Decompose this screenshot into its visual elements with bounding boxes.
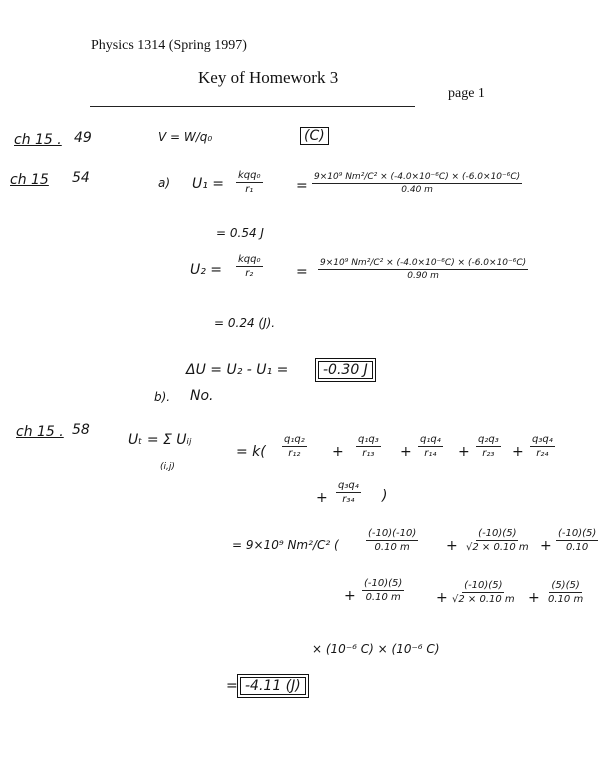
p2-part-a-label: a) [158, 176, 171, 190]
p3-term-1-num: q₁q₂ [284, 434, 305, 445]
p3-term-2 [356, 434, 381, 459]
p3-constant-line: = 9×10⁹ Nm²/C² ( [232, 538, 339, 552]
p3-term-6-num: q₃q₄ [338, 480, 359, 491]
p3-num-term-6-den: 0.10 m [548, 594, 584, 605]
p3-num-term-3-num: (-10)(5) [558, 528, 597, 539]
p3-term-1-den: r₁₂ [288, 448, 301, 459]
p1-number: 49 [74, 130, 92, 146]
header-divider [90, 106, 415, 107]
p3-num-term-1-den: 0.10 m [374, 542, 410, 553]
p3-term-5 [530, 434, 555, 459]
p3-plus-5: + [316, 490, 328, 506]
p3-final-answer: -4.11 (J) [240, 677, 306, 695]
p3-term-2-den: r₁₃ [362, 448, 375, 459]
p2-u1-formula-den: r₁ [245, 184, 254, 195]
p3-scale-line: × (10⁻⁶ C) × (10⁻⁶ C) [312, 642, 440, 656]
p3-plus-1: + [332, 444, 344, 460]
p1-answer: (C) [300, 127, 329, 145]
p3-term-5-den: r₂₄ [536, 448, 549, 459]
p2-u2-eq: = [296, 264, 308, 280]
p3-term-5-num: q₃q₄ [532, 434, 553, 445]
p3-term-1 [282, 434, 307, 459]
p3-sum-subscript: (i,j) [160, 462, 175, 472]
p3-num-term-3-den: 0.10 [566, 542, 589, 553]
p3-plus-2: + [400, 444, 412, 460]
p2-u1-sub-den: 0.40 m [401, 185, 433, 195]
p2-u2-formula [236, 254, 263, 279]
p3-term-3-den: r₁₄ [424, 448, 437, 459]
p2-u2-formula-den: r₂ [245, 268, 254, 279]
p3-num-term-4 [362, 578, 404, 603]
p3-num-term-5 [452, 580, 515, 605]
p3-term-6-den: r₃₄ [342, 494, 355, 505]
p3-plus-4: + [512, 444, 524, 460]
p2-u2-lhs: U₂ = [190, 262, 223, 278]
p2-u1-eq: = [296, 178, 308, 194]
p2-u1-formula [236, 170, 263, 195]
p2-u1-result: = 0.54 J [216, 226, 264, 240]
p3-plus-7: + [540, 538, 552, 554]
p2-delta-u-wrap [318, 362, 373, 378]
p3-plus-3: + [458, 444, 470, 460]
p3-num-term-2-den: √2 × 0.10 m [466, 542, 529, 553]
p3-chapter: ch 15 . [16, 424, 64, 440]
p3-plus-6: + [446, 538, 458, 554]
p2-u2-sub-num: 9×10⁹ Nm²/C² × (-4.0×10⁻⁶C) × (-6.0×10⁻⁶C) [320, 258, 527, 268]
p3-term-2-num: q₁q₃ [358, 434, 379, 445]
course-heading: Physics 1314 (Spring 1997) [91, 38, 247, 53]
document-title: Key of Homework 3 [198, 68, 339, 87]
p3-final-wrap [240, 678, 306, 694]
p3-num-term-2 [466, 528, 529, 553]
p3-number: 58 [72, 422, 90, 438]
p3-num-term-4-den: 0.10 m [365, 592, 401, 603]
p2-chapter: ch 15 [10, 172, 49, 188]
p2-part-b-label: b). [154, 390, 171, 404]
p1-equation: V = W/q₀ [158, 130, 213, 144]
p3-num-term-3 [556, 528, 598, 553]
p3-term-3 [418, 434, 443, 459]
p3-term-4-num: q₂q₃ [478, 434, 499, 445]
p1-chapter: ch 15 . [14, 132, 62, 148]
p2-u1-substitution [312, 172, 522, 195]
p2-number: 54 [72, 170, 90, 186]
p2-u2-substitution [318, 258, 528, 281]
p3-close-1: ) [382, 488, 388, 504]
p2-u1-lhs: U₁ = [192, 176, 225, 192]
p2-u2-formula-num: kqq₀ [238, 254, 261, 265]
p2-u2-sub-den: 0.90 m [407, 271, 439, 281]
page-number: page 1 [448, 86, 485, 101]
p1-answer-wrap [300, 128, 329, 144]
p3-num-term-6 [548, 580, 583, 605]
p3-final-prefix: = [226, 678, 238, 694]
p3-sum-lhs: Uₜ = Σ Uᵢⱼ [128, 432, 192, 448]
p3-plus-9: + [436, 590, 448, 606]
p2-delta-u-answer: -0.30 J [318, 361, 373, 379]
p3-plus-8: + [344, 588, 356, 604]
p3-num-term-1-num: (-10)(-10) [368, 528, 417, 539]
p3-num-term-5-den: √2 × 0.10 m [452, 594, 515, 605]
p3-k-open: = k( [236, 444, 266, 460]
p2-delta-u: ΔU = U₂ - U₁ = [186, 362, 289, 378]
p3-num-term-5-num: (-10)(5) [464, 580, 503, 591]
p2-u1-sub-num: 9×10⁹ Nm²/C² × (-4.0×10⁻⁶C) × (-6.0×10⁻⁶C) [314, 172, 521, 182]
p2-u2-result: = 0.24 (J). [214, 316, 276, 330]
p3-term-3-num: q₁q₄ [420, 434, 441, 445]
p2-part-b-answer: No. [190, 388, 214, 404]
p3-term-4 [476, 434, 501, 459]
p3-num-term-1 [366, 528, 418, 553]
p3-num-term-6-num: (5)(5) [551, 580, 580, 591]
p2-u1-formula-num: kqq₀ [238, 170, 261, 181]
p3-num-term-4-num: (-10)(5) [364, 578, 403, 589]
p3-plus-10: + [528, 590, 540, 606]
p3-num-term-2-num: (-10)(5) [478, 528, 517, 539]
p3-term-6 [336, 480, 361, 505]
p3-term-4-den: r₂₃ [482, 448, 495, 459]
